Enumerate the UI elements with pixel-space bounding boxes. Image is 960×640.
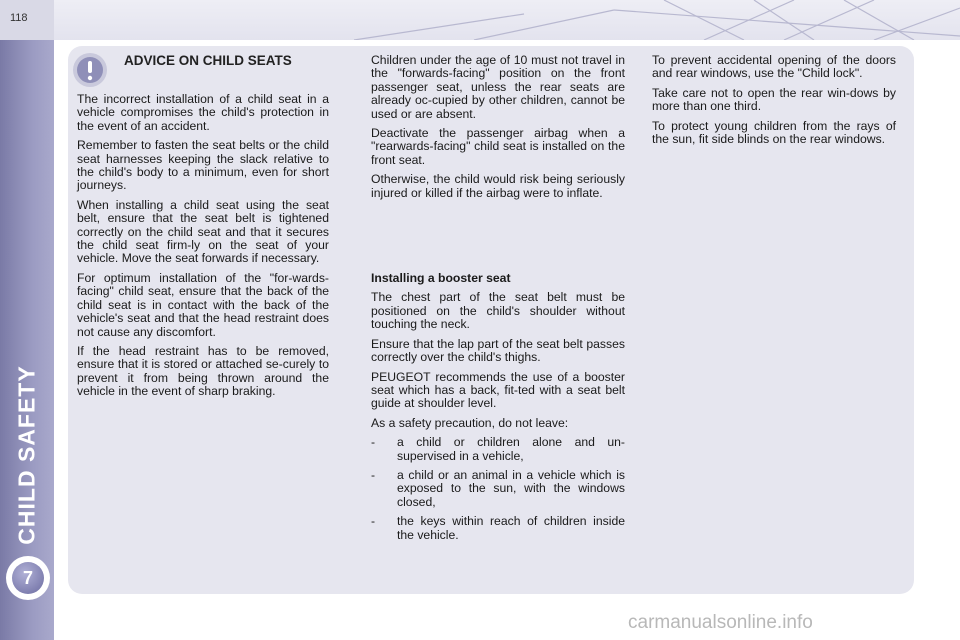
column-1	[77, 93, 329, 405]
paragraph: Children under the age of 10 must not travel in the "forwards-facing" position on the front passenger seat, unless the rear seats are already oc-cupied by other children, cannot be used or are absent.	[371, 53, 625, 121]
paragraph: Take care not to open the rear win-dows by more than one third.	[652, 85, 896, 114]
paragraph: When installing a child seat using the seat belt, ensure that the seat belt is tightened correctly on the child seat and that it secures the child seat firm-ly on the seat of your vehicle. Move the seat forwards if necessary.	[77, 197, 329, 266]
paragraph: To protect young children from the rays of the sun, fit side blinds on the rear windows.	[652, 118, 896, 147]
paragraph: Deactivate the passenger airbag when a "rearwards-facing" child seat is installed on the front seat.	[371, 126, 625, 167]
child-badge-icon	[6, 556, 50, 600]
paragraph: PEUGEOT recommends the use of a booster seat which has a back, fit-ted with a seat belt guide at shoulder level.	[371, 369, 625, 411]
page-number: 118	[10, 12, 28, 24]
paragraph: Ensure that the lap part of the seat belt passes correctly over the child's thighs.	[371, 336, 625, 365]
paragraph: Remember to fasten the seat belts or the child seat harnesses keeping the slack relative to the child's body to a minimum, even for short journeys.	[77, 138, 329, 193]
header-decoration	[54, 0, 960, 40]
column-2	[371, 54, 625, 548]
page-heading: ADVICE ON CHILD SEATS	[124, 53, 292, 68]
paragraph: To prevent accidental opening of the doors and rear windows, use the "Child lock".	[652, 53, 896, 81]
header-band	[54, 0, 960, 40]
badge-glyph: 7	[12, 562, 44, 594]
paragraph: Otherwise, the child would risk being seriously injured or killed if the airbag were to inflate.	[371, 172, 625, 200]
bullet-list	[371, 436, 625, 542]
section-title	[2, 360, 52, 550]
paragraph: The chest part of the seat belt must be positioned on the child's shoulder without touching the neck.	[371, 290, 625, 332]
list-item-text: the keys within reach of children inside the vehicle.	[397, 514, 625, 542]
list-item-text: a child or children alone and un-supervised in a vehicle,	[397, 435, 625, 463]
list-item: - a child or an animal in a vehicle which is exposed to the sun, with the windows closed,	[371, 467, 625, 509]
paragraph: For optimum installation of the "for-wards-facing" child seat, ensure that the back of the child seat is in contact with the back of the vehicle's seat and that the head restraint does not cause any discomfort.	[77, 270, 329, 339]
spacer	[371, 206, 625, 272]
list-item-text: a child or an animal in a vehicle which is exposed to the sun, with the windows closed,	[397, 467, 625, 509]
paragraph: As a safety precaution, do not leave:	[371, 415, 569, 430]
list-item: - the keys within reach of children inside the vehicle.	[371, 514, 625, 542]
watermark: carmanualsonline.info	[628, 612, 813, 633]
paragraph: The incorrect installation of a child seat in a vehicle compromises the child's protection in the event of an accident.	[77, 92, 329, 133]
warning-exclamation-icon	[72, 52, 108, 88]
sidebar	[0, 0, 54, 640]
section-title-text: CHILD SAFETY	[13, 365, 40, 545]
column-3	[652, 54, 896, 152]
booster-heading: Installing a booster seat	[371, 271, 511, 286]
page-number-box	[0, 0, 54, 40]
list-item: - a child or children alone and un-supervised in a vehicle,	[371, 435, 625, 463]
paragraph: If the head restraint has to be removed, ensure that it is stored or attached se-curely to prevent it from being thrown around the vehicle in the event of sharp braking.	[77, 343, 329, 399]
